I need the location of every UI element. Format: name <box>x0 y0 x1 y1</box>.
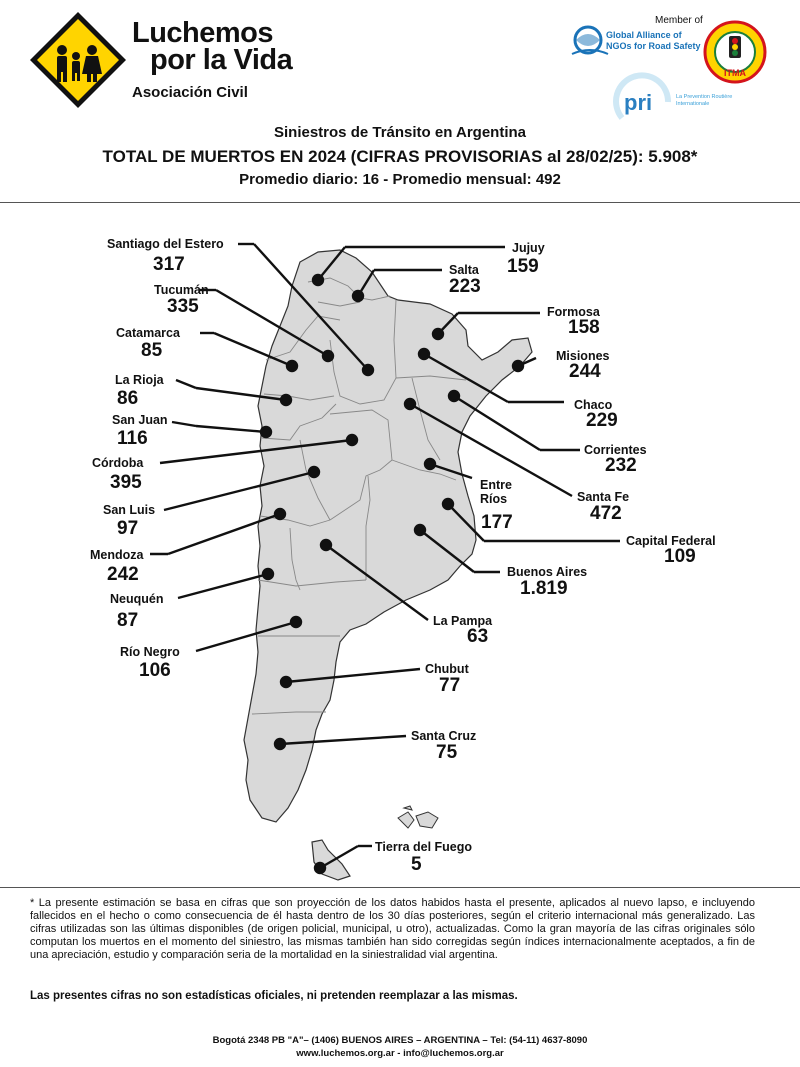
label-san-luis: San Luis <box>103 503 156 517</box>
top-divider <box>0 202 800 203</box>
label-tucuman: Tucumán <box>154 283 209 297</box>
address: Bogotá 2348 PB "A"– (1406) BUENOS AIRES – ARGENTINA – Tel: (54-11) 4637-8090 <box>212 1035 588 1046</box>
alliance-line2: NGOs for Road Safety <box>606 41 701 51</box>
label-corrientes: Corrientes <box>584 443 647 457</box>
value-santiago-del-estero: 317 <box>153 254 185 275</box>
value-misiones: 244 <box>569 361 601 382</box>
value-jujuy: 159 <box>507 256 539 277</box>
label-la-rioja: La Rioja <box>115 373 164 387</box>
value-chubut: 77 <box>439 675 461 696</box>
label-buenos-aires: Buenos Aires <box>507 565 588 579</box>
value-santa-fe: 472 <box>590 503 622 524</box>
alliance-line1: Global Alliance of <box>606 30 682 40</box>
malvinas-outline <box>398 806 438 828</box>
bottom-divider <box>0 887 800 888</box>
label-cordoba: Córdoba <box>92 456 144 470</box>
web-contact: www.luchemos.org.ar - info@luchemos.org.ar <box>296 1048 504 1059</box>
value-buenos-aires: 1.819 <box>520 578 568 599</box>
org-name-line1: Luchemos <box>132 17 274 49</box>
value-entre-rios: 177 <box>481 512 513 533</box>
value-capital-federal: 109 <box>664 546 696 567</box>
value-mendoza: 242 <box>107 564 139 585</box>
global-alliance-logo-icon <box>570 24 610 60</box>
org-name-line2: por la Vida <box>150 44 293 76</box>
label-santa-cruz: Santa Cruz <box>411 729 477 743</box>
member-of-label: Member of <box>655 15 703 26</box>
label-jujuy: Jujuy <box>512 241 545 255</box>
label-santa-fe: Santa Fe <box>577 490 630 504</box>
value-cordoba: 395 <box>110 472 142 493</box>
value-corrientes: 232 <box>605 455 637 476</box>
pri-line1: La Prevention Routière <box>676 94 733 100</box>
global-alliance-text <box>606 30 701 52</box>
pri-text <box>676 94 732 108</box>
tierra-del-fuego-outline <box>312 840 350 880</box>
label-mendoza: Mendoza <box>90 548 144 562</box>
report-title: TOTAL DE MUERTOS EN 2024 (CIFRAS PROVISORIAS al 28/02/25): 5.908* <box>102 147 698 166</box>
luchemos-logo-sign-icon <box>28 10 128 110</box>
footnote: * La presente estimación se basa en cifras que son proyección de los datos habidos hasta el presente, aplicados al nuevo lapso, e incluyendo fallecidos en el hecho o como consecuencia de él hasta dentro de los 30 días posteriores, según el criterio internacional más generalizado. Las cifras utilizadas son las últimas disponibles (de origen policial, municipal, u otro), actualizadas. Como la gran mayoría de las cifras originales sólo computan los muertos en el momento del siniestro, las mismas también han sido corregidas según índices internacionalmente aceptados, a fin de una apreciación, estudio y comparación seria de la mortalidad en la siniestralidad vial argentina. <box>30 897 755 961</box>
label-formosa: Formosa <box>547 305 600 319</box>
pri-logo-text: pri <box>624 90 653 115</box>
label-salta: Salta <box>449 263 479 277</box>
value-neuquen: 87 <box>117 610 139 631</box>
map-land <box>244 250 532 880</box>
org-name <box>132 17 293 76</box>
value-san-juan: 116 <box>117 428 148 449</box>
report-subtitle: Siniestros de Tránsito en Argentina <box>274 124 526 141</box>
value-la-rioja: 86 <box>117 388 139 409</box>
org-type: Asociación Civil <box>132 84 248 101</box>
value-tierra-del-fuego: 5 <box>411 854 422 875</box>
label-catamarca: Catamarca <box>116 326 180 340</box>
value-catamarca: 85 <box>141 340 163 361</box>
itma-logo-icon <box>700 20 770 84</box>
label-neuquen: Neuquén <box>110 592 164 606</box>
label-chubut: Chubut <box>425 662 469 676</box>
label-santiago-del-estero: Santiago del Estero <box>107 237 224 251</box>
label-rio-negro: Río Negro <box>120 645 180 659</box>
label-san-juan: San Juan <box>112 413 168 427</box>
value-la-pampa: 63 <box>467 626 489 647</box>
pri-logo-icon <box>612 72 674 124</box>
value-chaco: 229 <box>586 410 618 431</box>
disclaimer: Las presentes cifras no son estadísticas oficiales, ni pretenden reemplazar a las mismas. <box>30 990 518 1002</box>
label-capital-federal: Capital Federal <box>626 534 716 548</box>
value-formosa: 158 <box>568 317 600 338</box>
pri-line2: Internationale <box>676 101 710 107</box>
value-santa-cruz: 75 <box>436 742 458 763</box>
label-entre-rios: Entre Ríos <box>480 478 512 506</box>
label-tierra-del-fuego: Tierra del Fuego <box>375 840 473 854</box>
value-rio-negro: 106 <box>139 660 171 681</box>
value-tucuman: 335 <box>167 296 199 317</box>
report-averages: Promedio diario: 16 - Promedio mensual: 492 <box>239 171 561 188</box>
label-chaco: Chaco <box>574 398 613 412</box>
label-la-pampa: La Pampa <box>433 614 493 628</box>
value-salta: 223 <box>449 276 481 297</box>
itma-logo-text: ITMA <box>724 68 746 78</box>
value-san-luis: 97 <box>117 518 139 539</box>
label-misiones: Misiones <box>556 349 610 363</box>
